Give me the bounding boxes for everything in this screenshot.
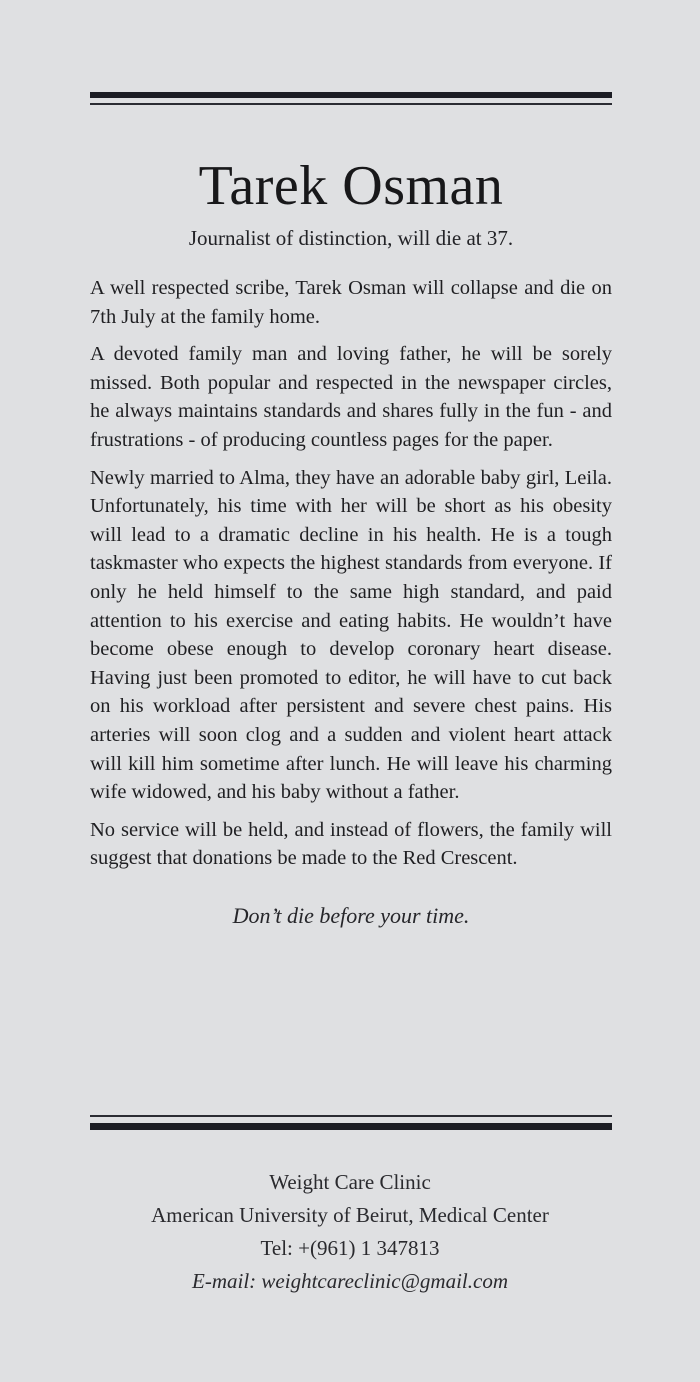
paragraph-health: Newly married to Alma, they have an adorable baby girl, Leila. Unfortunately, his time with her will be short as his obesity will lead to a dramatic decline in his health. He is a tough taskmaster who expects the highest standards from everyone. If only he held himself to the same high standard, and paid attention to his exercise and eating habits. He wouldn’t have become obese enough to develop coronary heart disease. Having just been promoted to editor, he will have to cut back on his workload after persistent and severe chest pains. His arteries will soon clog and a sudden and violent heart attack will kill him sometime after lunch. He will leave his charming wife widowed, and his baby without a father. <box>90 466 612 804</box>
clinic-institution: American University of Beirut, Medical Center <box>151 1203 549 1227</box>
paragraph-service: No service will be held, and instead of flowers, the family will suggest that donations be made to the Red Crescent. <box>90 818 612 870</box>
clinic-phone: Tel: +(961) 1 347813 <box>260 1236 440 1260</box>
top-double-rule <box>90 92 612 106</box>
bottom-double-rule <box>90 1115 612 1133</box>
clinic-footer <box>0 1166 700 1298</box>
clinic-name: Weight Care Clinic <box>269 1170 431 1194</box>
obituary-subtitle: Journalist of distinction, will die at 37. <box>188 226 514 250</box>
clinic-email: E-mail: weightcareclinic@gmail.com <box>192 1269 508 1293</box>
bottom-thin-line <box>90 1115 612 1117</box>
top-thin-line <box>90 103 612 105</box>
paragraph-family: A devoted family man and loving father, he will be sorely missed. Both popular and respected in the newspaper circles, he always maintains standards and shares fully in the fun - and frustrations - of producing countless pages for the paper. <box>90 343 612 451</box>
obituary-name: Tarek Osman <box>198 155 504 217</box>
paragraph-intro: A well respected scribe, Tarek Osman will collapse and die on 7th July at the family home. <box>90 277 612 328</box>
obituary-card <box>90 92 612 931</box>
obituary-body <box>90 274 612 873</box>
top-thick-line <box>90 92 612 98</box>
tagline: Don’t die before your time. <box>232 902 470 928</box>
bottom-thick-line <box>90 1123 612 1130</box>
